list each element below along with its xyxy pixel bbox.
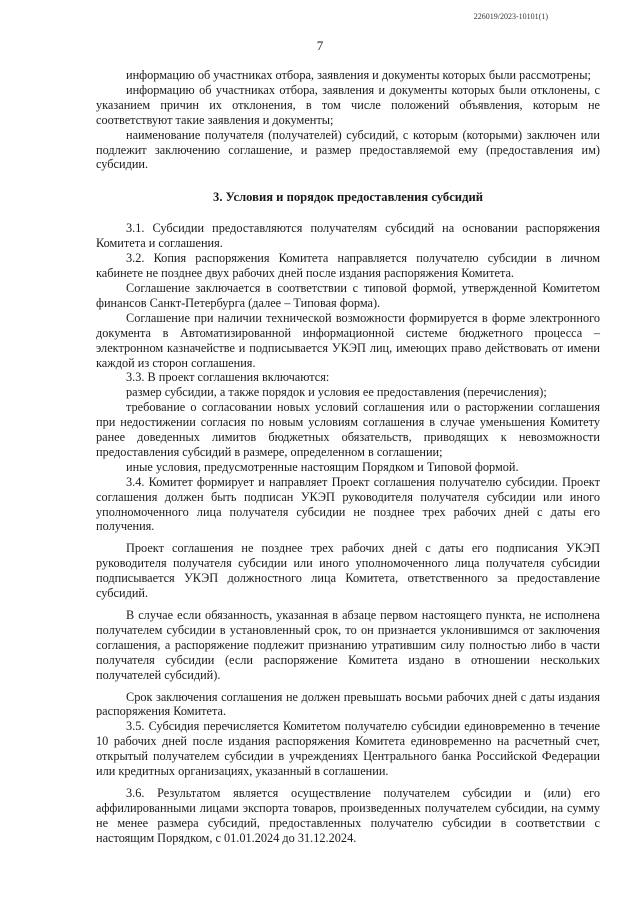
spacer [96, 779, 600, 786]
paragraph: Проект соглашения не позднее трех рабочих дней с даты его подписания УКЭП руководителя получателя субсидии или иного уполномоченного лица получателя субсидии подписывается УКЭП должностного лица Комитета, ответственного за предоставление субсидий. [96, 541, 600, 601]
document-body [96, 68, 600, 846]
paragraph: Срок заключения соглашения не должен превышать восьми рабочих дней с даты издания распоряжения Комитета. [96, 689, 600, 719]
spacer [96, 601, 600, 608]
spacer [96, 534, 600, 541]
paragraph: 3.4. Комитет формирует и направляет Проект соглашения получателю субсидии. Проект соглашения должен быть подписан УКЭП руководителя получателя субсидии или иного уполномоченного лица получателя субсидии не позднее трех рабочих дней с даты его получения. [96, 474, 600, 534]
paragraph: 3.2. Копия распоряжения Комитета направляется получателю субсидии в личном кабинете не позднее двух рабочих дней после издания распоряжения Комитета. [96, 251, 600, 281]
paragraph: Соглашение при наличии технической возможности формируется в форме электронного документа в Автоматизированной информационной системе бюджетного процесса – электронном казначействе и подписывается УКЭП лиц, имеющих право действовать от имени каждой из сторон соглашения. [96, 310, 600, 370]
paragraph: размер субсидии, а также порядок и условия ее предоставления (перечисления); [126, 385, 547, 400]
section-heading: 3. Условия и порядок предоставления субсидий [213, 190, 483, 205]
paragraph: Соглашение заключается в соответствии с типовой формой, утвержденной Комитетом финансов Санкт-Петербурга (далее – Типовая форма). [96, 280, 600, 310]
paragraph: 3.3. В проект соглашения включаются: [126, 370, 330, 385]
paragraph: требование о согласовании новых условий соглашения или о расторжении соглашения при недостижении согласия по новым условиям соглашения в случае уменьшения Комитету ранее доведенных лимитов бюджетных обязательств, приводящих к невозможности предоставления субсидий в размере, определенном в соглашении; [96, 400, 600, 459]
spacer [96, 683, 600, 690]
paragraph: 3.1. Субсидии предоставляются получателям субсидий на основании распоряжения Комитета и соглашения. [96, 221, 600, 251]
paragraph: 3.6. Результатом является осуществление получателем субсидии и (или) его аффилированными лицами экспорта товаров, произведенных получателем субсидии, на сумму не менее размера субсидий, предоставленных получателю субсидии в соответствии с настоящим Порядком, с 01.01.2024 до 31.12.2024. [96, 785, 600, 845]
paragraph: иные условия, предусмотренные настоящим Порядком и Типовой формой. [126, 459, 519, 474]
paragraph: наименование получателя (получателей) субсидий, с которым (которыми) заключен или подлежит заключению соглашение, и размер предоставляемой ему (предоставления им) субсидии. [96, 127, 600, 172]
paragraph: В случае если обязанность, указанная в абзаце первом настоящего пункта, не исполнена получателем субсидии в установленный срок, то он признается уклонившимся от заключения соглашения, а распоряжение подлежит признанию утратившим силу полностью либо в части получателя субсидии (если распоряжение Комитета издано в отношении нескольких получателей субсидий). [96, 608, 600, 682]
paragraph: информацию об участниках отбора, заявления и документы которых были отклонены, с указанием причин их отклонения, в том числе положений объявления, которым не соответствуют такие заявления и документы; [96, 82, 600, 127]
document-number: 226019/2023-10101(1) [473, 12, 548, 21]
paragraph: информацию об участниках отбора, заявления и документы которых были рассмотрены; [126, 68, 591, 82]
page-number: 7 [316, 38, 324, 53]
paragraph: 3.5. Субсидия перечисляется Комитетом получателю субсидии единовременно в течение 10 рабочих дней после издания распоряжения Комитета единовременно на расчетный счет, открытый получателем субсидии в учреждениях Центрального банка Российской Федерации или кредитных организациях, указанный в соглашении. [96, 719, 600, 779]
